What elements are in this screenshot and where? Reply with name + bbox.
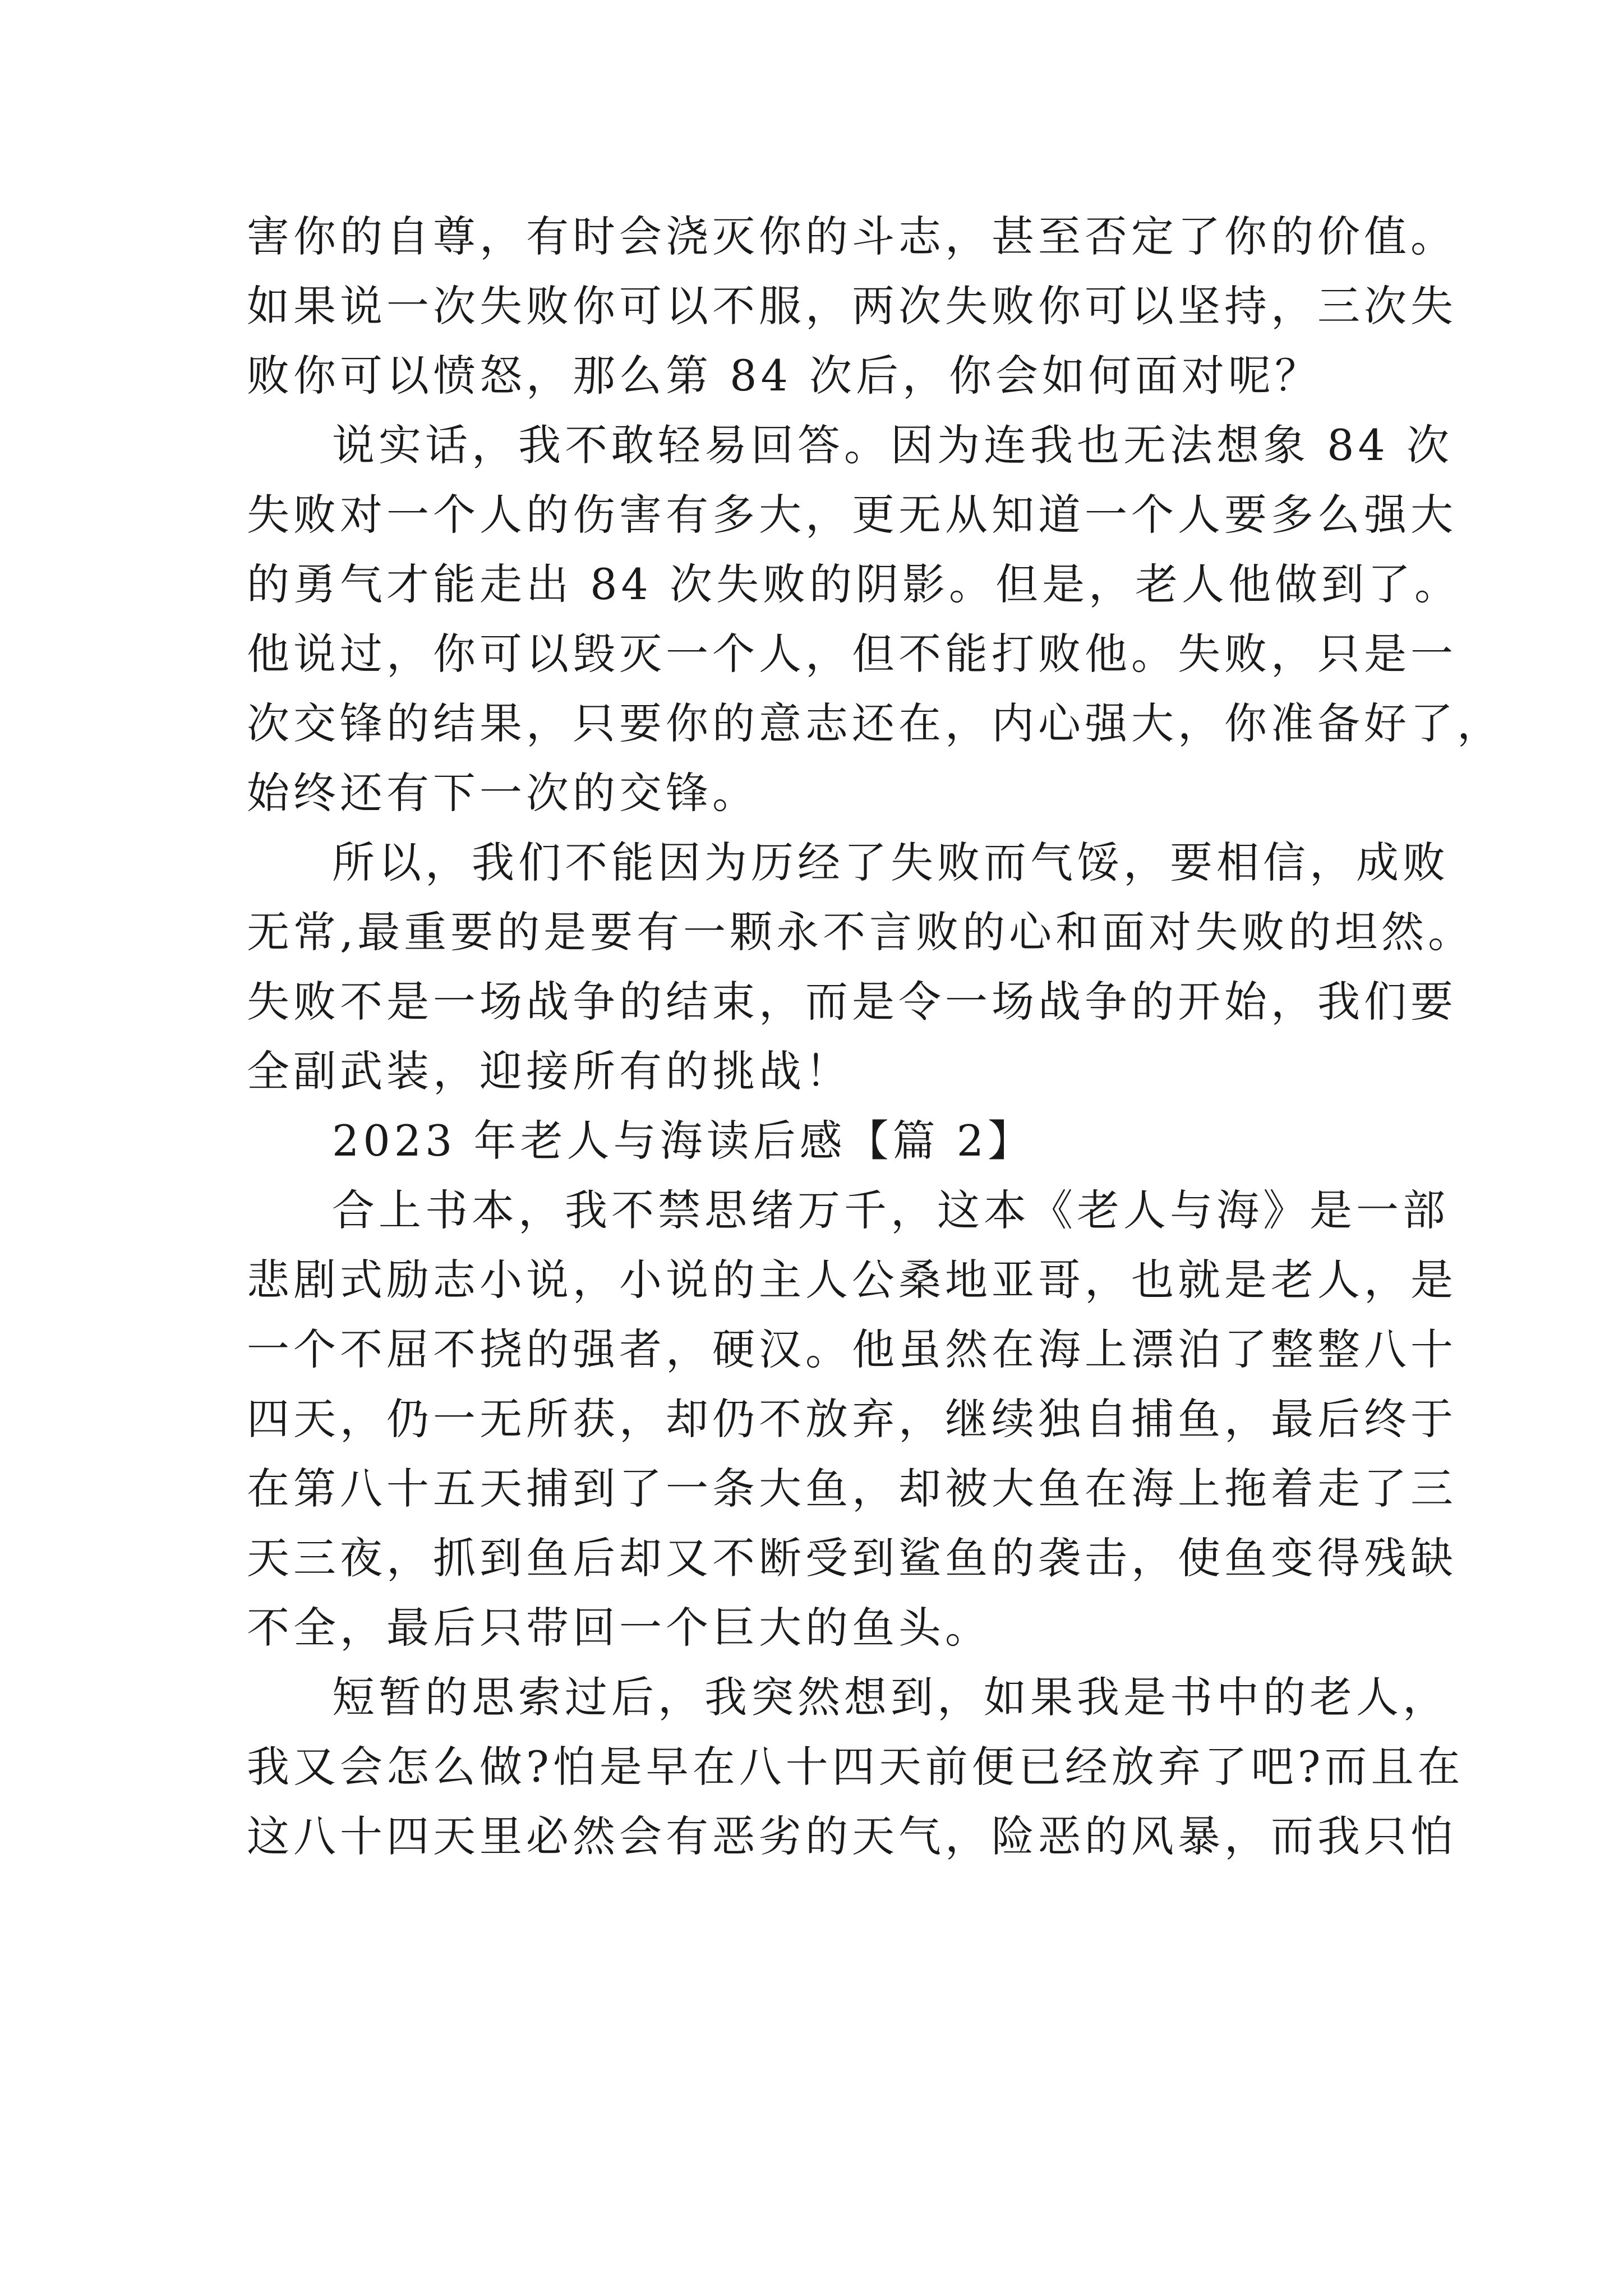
text-line: 的勇气才能走出 84 次失败的阴影。但是，老人他做到了。 — [247, 559, 1461, 609]
document-body-text — [247, 202, 1504, 1871]
text-line: 败你可以愤怒，那么第 84 次后，你会如何面对呢？ — [247, 351, 1322, 401]
text-line: 全副武装，迎接所有的挑战！ — [247, 1046, 852, 1096]
text-line: 四天，仍一无所获，却仍不放弃，继续独自捕鱼，最后终于 — [247, 1394, 1457, 1444]
text-line: 在第八十五天捕到了一条大鱼，却被大鱼在海上拖着走了三 — [247, 1464, 1457, 1513]
text-line: 害你的自尊，有时会浇灭你的斗志，甚至否定了你的价值。 — [247, 211, 1457, 261]
text-line: 2023 年老人与海读后感【篇 2】 — [332, 1116, 1035, 1166]
text-line: 所以，我们不能因为历经了失败而气馁，要相信，成败 — [332, 838, 1449, 887]
text-line: 短暂的思索过后，我突然想到，如果我是书中的老人， — [332, 1672, 1449, 1722]
text-line: 无常,最重要的是要有一颗永不言败的心和面对失败的坦然。 — [247, 907, 1475, 957]
text-line: 天三夜，抓到鱼后却又不断受到鲨鱼的袭击，使鱼变得残缺 — [247, 1533, 1457, 1583]
text-line: 如果说一次失败你可以不服，两次失败你可以坚持，三次失 — [247, 281, 1457, 331]
text-line: 一个不屈不挠的强者，硬汉。他虽然在海上漂泊了整整八十 — [247, 1324, 1457, 1374]
text-line: 失败不是一场战争的结束，而是令一场战争的开始，我们要 — [247, 977, 1457, 1027]
text-line: 这八十四天里必然会有恶劣的天气，险恶的风暴，而我只怕 — [247, 1811, 1457, 1861]
text-line: 我又会怎么做?怕是早在八十四天前便已经放弃了吧?而且在 — [247, 1742, 1464, 1792]
text-line: 悲剧式励志小说，小说的主人公桑地亚哥，也就是老人，是 — [247, 1255, 1457, 1305]
text-line: 合上书本，我不禁思绪万千，这本《老人与海》是一部 — [332, 1185, 1449, 1235]
text-line: 失败对一个人的伤害有多大，更无从知道一个人要多么强大 — [247, 490, 1457, 540]
text-line: 他说过，你可以毁灭一个人，但不能打败他。失败，只是一 — [247, 629, 1457, 679]
text-line: 说实话，我不敢轻易回答。因为连我也无法想象 84 次 — [332, 420, 1454, 470]
text-line: 次交锋的结果，只要你的意志还在，内心强大，你准备好了， — [247, 698, 1504, 748]
text-line: 始终还有下一次的交锋。 — [247, 768, 759, 818]
text-line: 不全，最后只带回一个巨大的鱼头。 — [247, 1603, 992, 1653]
